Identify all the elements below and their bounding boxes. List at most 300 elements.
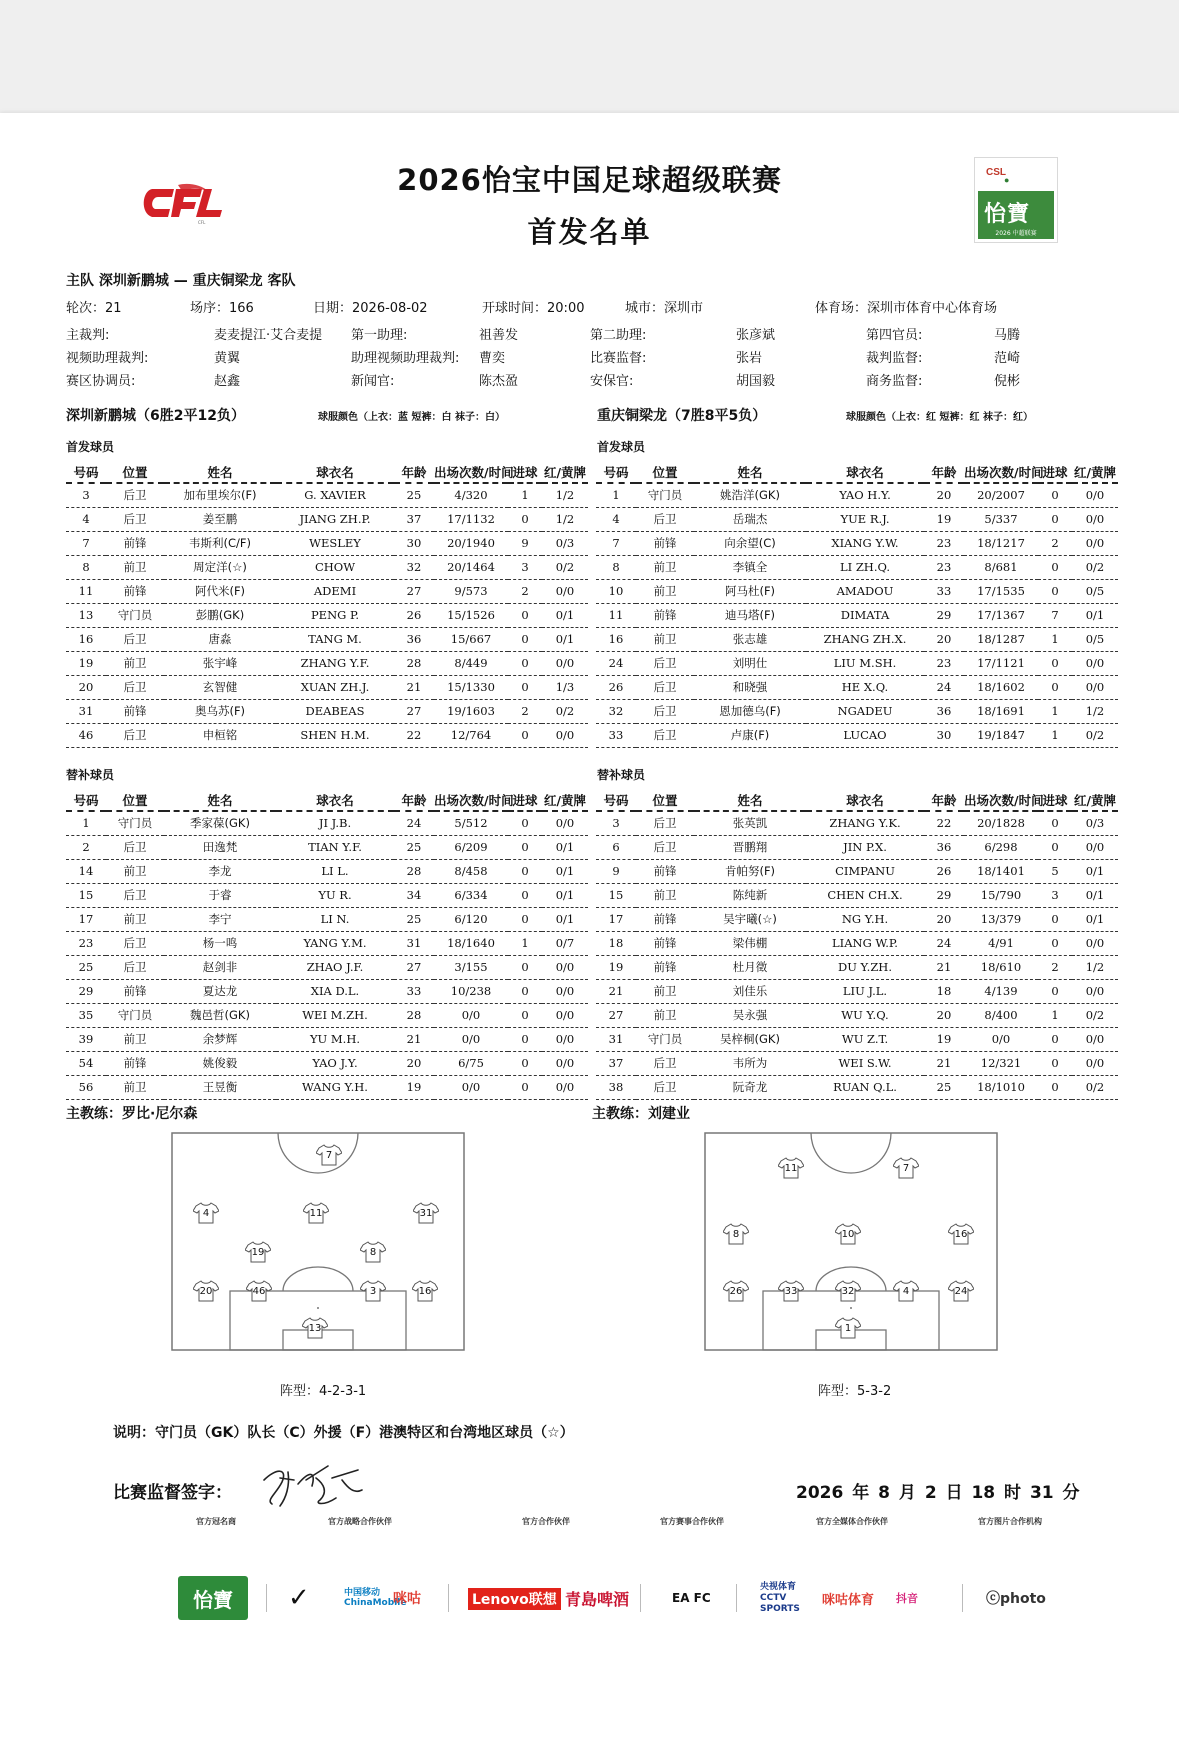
player-appearances: 4/320 [434,483,508,507]
player-name: 岳瑞杰 [694,507,806,531]
away-team-header: 重庆铜梁龙（7胜8平5负） [597,408,767,424]
player-goals: 5 [1038,859,1072,883]
player-number: 15 [66,883,106,907]
table-header-row [596,461,1118,483]
player-cards: 1/3 [542,675,588,699]
table-row [66,579,588,603]
col-header-age: 年龄 [394,461,434,483]
player-name: 彭鹏(GK) [164,603,276,627]
shirt-number: 13 [308,1323,322,1334]
player-name: 奥乌苏(F) [164,699,276,723]
player-goals: 0 [508,627,542,651]
partner-label-official: 官方合作伙伴 [522,1517,570,1526]
info-stadium: 体育场：深圳市体育中心体育场 [815,301,998,316]
player-age: 23 [924,651,964,675]
player-position: 前卫 [636,627,694,651]
player-name: 晋鹏翔 [694,835,806,859]
table-row [66,1027,588,1051]
away-pitch-shirt-icon [723,1223,749,1245]
player-appearances: 12/321 [964,1051,1038,1075]
table-header-row [66,789,588,811]
player-goals: 0 [508,1027,542,1051]
player-number: 16 [596,627,636,651]
player-age: 24 [924,675,964,699]
shirt-number: 1 [844,1323,852,1334]
player-age: 27 [394,955,434,979]
col-header-number: 号码 [596,789,636,811]
home-kit-colors: 球服颜色（上衣：蓝 短裤：白 袜子：白） [318,412,505,423]
player-position: 前锋 [106,531,164,555]
player-number: 8 [66,555,106,579]
player-number: 23 [66,931,106,955]
player-appearances: 18/1602 [964,675,1038,699]
player-number: 54 [66,1051,106,1075]
player-position: 前锋 [636,955,694,979]
player-goals: 1 [1038,1003,1072,1027]
player-age: 37 [394,507,434,531]
player-age: 28 [394,1003,434,1027]
player-appearances: 8/400 [964,1003,1038,1027]
player-goals: 0 [1038,811,1072,835]
partner-label-media: 官方全媒体合作伙伴 [816,1517,888,1526]
player-number: 31 [66,699,106,723]
csl-yibao-logo: CSL ● 怡寶 2026 中超联赛 [975,158,1057,242]
player-number: 46 [66,723,106,747]
player-number: 21 [596,979,636,1003]
away-pitch-shirt-icon [948,1223,974,1245]
away-formation: 阵型：5-3-2 [818,1384,892,1399]
shirt-number: 11 [784,1163,798,1174]
shirt-number: 33 [784,1286,798,1297]
player-name: 刘明仕 [694,651,806,675]
table-row [596,1027,1118,1051]
player-appearances: 12/764 [434,723,508,747]
player-name: 夏达龙 [164,979,276,1003]
player-shirt-name: WU Z.T. [806,1027,924,1051]
table-row [66,931,588,955]
player-position: 前卫 [106,859,164,883]
player-position: 前卫 [106,907,164,931]
player-position: 后卫 [106,931,164,955]
player-name: 王昱衡 [164,1075,276,1099]
player-appearances: 0/0 [434,1027,508,1051]
player-number: 1 [596,483,636,507]
player-goals: 3 [1038,883,1072,907]
player-cards: 0/0 [542,651,588,675]
player-position: 守门员 [106,1003,164,1027]
player-number: 31 [596,1027,636,1051]
info-match-no: 场序：166 [190,301,254,316]
player-appearances: 19/1847 [964,723,1038,747]
player-name: 玄智健 [164,675,276,699]
player-goals: 2 [1038,955,1072,979]
player-cards: 0/1 [1072,907,1118,931]
player-goals: 0 [1038,907,1072,931]
player-number: 39 [66,1027,106,1051]
table-row [66,723,588,747]
player-appearances: 6/75 [434,1051,508,1075]
player-shirt-name: YANG Y.M. [276,931,394,955]
player-number: 11 [66,579,106,603]
player-appearances: 17/1121 [964,651,1038,675]
player-age: 36 [394,627,434,651]
official-value-coordinator: 赵鑫 [214,374,241,389]
player-cards: 0/0 [542,955,588,979]
player-cards: 0/1 [542,603,588,627]
player-name: 韦斯利(C/F) [164,531,276,555]
table-row [66,907,588,931]
player-name: 吴永强 [694,1003,806,1027]
player-position: 前卫 [636,555,694,579]
player-cards: 1/2 [542,483,588,507]
player-goals: 0 [1038,651,1072,675]
player-number: 14 [66,859,106,883]
player-shirt-name: NGADEU [806,699,924,723]
player-name: 迪马塔(F) [694,603,806,627]
col-header-name: 姓名 [694,789,806,811]
player-appearances: 8/681 [964,555,1038,579]
player-number: 18 [596,931,636,955]
player-shirt-name: XUAN ZH.J. [276,675,394,699]
player-name: 魏邑哲(GK) [164,1003,276,1027]
table-row [66,507,588,531]
away-pitch-shirt-icon [835,1223,861,1245]
player-goals: 3 [508,555,542,579]
player-number: 35 [66,1003,106,1027]
player-name: 张志雄 [694,627,806,651]
player-shirt-name: RUAN Q.L. [806,1075,924,1099]
player-position: 守门员 [636,483,694,507]
player-appearances: 5/512 [434,811,508,835]
away-pitch-shirt-icon [778,1280,804,1302]
player-position: 守门员 [106,603,164,627]
table-row [596,651,1118,675]
player-cards: 0/7 [542,931,588,955]
player-number: 7 [66,531,106,555]
player-appearances: 6/334 [434,883,508,907]
player-shirt-name: TIAN Y.F. [276,835,394,859]
player-age: 25 [394,483,434,507]
player-cards: 0/1 [542,883,588,907]
player-appearances: 20/1940 [434,531,508,555]
table-row [66,811,588,835]
table-row [596,979,1118,1003]
shirt-number: 20 [199,1286,213,1297]
player-appearances: 13/379 [964,907,1038,931]
shirt-number: 16 [418,1286,432,1297]
table-row [596,1003,1118,1027]
table-row [66,859,588,883]
col-header-cards: 红/黄牌 [542,789,588,811]
player-number: 19 [66,651,106,675]
player-shirt-name: WEI M.ZH. [276,1003,394,1027]
table-row [596,555,1118,579]
player-goals: 9 [508,531,542,555]
player-name: 恩加德乌(F) [694,699,806,723]
away-pitch-shirt-icon [835,1280,861,1302]
player-age: 36 [924,699,964,723]
home-pitch-shirt-icon [193,1202,219,1224]
player-number: 38 [596,1075,636,1099]
player-number: 6 [596,835,636,859]
table-row [596,955,1118,979]
player-number: 37 [596,1051,636,1075]
player-goals: 0 [1038,979,1072,1003]
player-position: 前卫 [636,979,694,1003]
table-row [66,483,588,507]
official-value-commercial: 倪彬 [994,374,1021,389]
player-appearances: 18/610 [964,955,1038,979]
player-age: 21 [394,675,434,699]
player-position: 后卫 [106,883,164,907]
table-row [596,627,1118,651]
player-goals: 1 [1038,699,1072,723]
player-cards: 0/0 [1072,835,1118,859]
player-goals: 0 [508,675,542,699]
col-header-number: 号码 [66,789,106,811]
match-line: 主队 深圳新鹏城 — 重庆铜梁龙 客队 [66,273,296,289]
player-appearances: 17/1535 [964,579,1038,603]
player-appearances: 20/2007 [964,483,1038,507]
player-goals: 0 [508,651,542,675]
table-row [596,811,1118,835]
shirt-number: 19 [251,1247,265,1258]
sponsor-yibao-logo: 怡寶 [178,1576,248,1620]
player-appearances: 10/238 [434,979,508,1003]
player-cards: 1/2 [1072,955,1118,979]
player-goals: 0 [1038,835,1072,859]
shirt-number: 8 [369,1247,377,1258]
official-value-commissioner: 张岩 [736,351,763,366]
player-position: 后卫 [636,811,694,835]
table-row [596,507,1118,531]
player-age: 31 [394,931,434,955]
official-label-security: 安保官: [590,374,634,389]
player-shirt-name: LI L. [276,859,394,883]
sponsor-migu-logo: 咪咕 [393,1591,421,1607]
player-cards: 0/0 [1072,931,1118,955]
home-pitch-shirt-icon [413,1202,439,1224]
player-position: 后卫 [106,955,164,979]
player-cards: 0/0 [542,1027,588,1051]
player-position: 前锋 [636,603,694,627]
player-age: 22 [394,723,434,747]
table-row [66,651,588,675]
player-appearances: 5/337 [964,507,1038,531]
col-header-goals: 进球 [508,461,542,483]
player-position: 前锋 [106,1051,164,1075]
official-label-ar1: 第一助理: [351,328,408,343]
player-age: 33 [924,579,964,603]
player-name: 姚俊毅 [164,1051,276,1075]
player-name: 杨一鸣 [164,931,276,955]
player-goals: 7 [1038,603,1072,627]
player-appearances: 0/0 [434,1075,508,1099]
player-age: 36 [924,835,964,859]
info-kickoff: 开球时间：20:00 [482,301,585,316]
table-row [596,907,1118,931]
top-gray-band [0,0,1179,113]
player-position: 前锋 [106,579,164,603]
player-age: 25 [924,1075,964,1099]
player-shirt-name: YAO J.Y. [276,1051,394,1075]
player-position: 前锋 [636,931,694,955]
official-label-press: 新闻官: [351,374,395,389]
table-row [596,1051,1118,1075]
home-subs-table [66,789,588,1100]
player-position: 后卫 [106,507,164,531]
partner-label-strategic: 官方战略合作伙伴 [328,1517,392,1526]
player-position: 后卫 [636,507,694,531]
player-name: 陈纯新 [694,883,806,907]
col-header-appearances: 出场次数/时间 [964,461,1038,483]
away-subs-table [596,789,1118,1100]
partner-label-title: 官方冠名商 [196,1517,236,1526]
player-position: 前锋 [636,859,694,883]
player-age: 19 [924,507,964,531]
home-pitch-shirt-icon [303,1202,329,1224]
player-position: 后卫 [636,1075,694,1099]
player-number: 2 [66,835,106,859]
player-age: 26 [394,603,434,627]
player-number: 3 [596,811,636,835]
official-value-avar: 曹奕 [479,351,506,366]
away-pitch-shirt-icon [723,1280,749,1302]
player-appearances: 4/91 [964,931,1038,955]
player-goals: 0 [1038,931,1072,955]
player-shirt-name: WESLEY [276,531,394,555]
sponsor-chinamobile-logo: 中国移动 ChinaMobile [344,1588,407,1608]
player-number: 4 [66,507,106,531]
col-header-number: 号码 [66,461,106,483]
player-number: 32 [596,699,636,723]
table-row [66,835,588,859]
table-row [66,531,588,555]
player-goals: 0 [508,979,542,1003]
table-row [66,883,588,907]
player-age: 18 [924,979,964,1003]
player-cards: 0/0 [542,579,588,603]
player-position: 后卫 [636,835,694,859]
player-age: 33 [394,979,434,1003]
player-shirt-name: WEI S.W. [806,1051,924,1075]
player-position: 后卫 [106,675,164,699]
player-age: 29 [924,883,964,907]
home-pitch-shirt-icon [246,1280,272,1302]
player-appearances: 18/1010 [964,1075,1038,1099]
player-age: 20 [924,907,964,931]
shirt-number: 31 [419,1208,433,1219]
player-goals: 2 [1038,531,1072,555]
player-position: 后卫 [636,651,694,675]
player-name: 阮奇龙 [694,1075,806,1099]
table-row [596,723,1118,747]
sponsor-divider [266,1584,267,1612]
player-position: 前锋 [106,699,164,723]
away-kit-colors: 球服颜色（上衣：红 短裤：红 袜子：红） [846,412,1033,423]
player-cards: 0/0 [1072,979,1118,1003]
player-number: 13 [66,603,106,627]
table-row [596,931,1118,955]
sponsor-douyin-logo: 抖音 [896,1592,918,1605]
sponsor-nike-logo: ✓ [288,1583,310,1613]
official-label-referee: 主裁判: [66,328,110,343]
col-header-position: 位置 [636,461,694,483]
player-appearances: 20/1828 [964,811,1038,835]
official-value-ar1: 祖善发 [479,328,519,343]
table-row [66,979,588,1003]
player-appearances: 3/155 [434,955,508,979]
player-goals: 0 [508,883,542,907]
col-header-name: 姓名 [694,461,806,483]
player-goals: 0 [1038,1075,1072,1099]
player-appearances: 8/458 [434,859,508,883]
player-number: 3 [66,483,106,507]
player-cards: 0/2 [1072,555,1118,579]
player-shirt-name: DIMATA [806,603,924,627]
page-title: 2026怡宝中国足球超级联赛 [397,163,782,197]
player-appearances: 6/298 [964,835,1038,859]
shirt-number: 4 [902,1286,910,1297]
shirt-number: 24 [954,1286,968,1297]
player-name: 田逸梵 [164,835,276,859]
player-number: 17 [66,907,106,931]
player-appearances: 18/1217 [964,531,1038,555]
table-row [596,579,1118,603]
col-header-cards: 红/黄牌 [1072,789,1118,811]
player-goals: 0 [1038,579,1072,603]
player-shirt-name: DEABEAS [276,699,394,723]
player-name: 李镇全 [694,555,806,579]
player-position: 前卫 [106,1027,164,1051]
shirt-number: 32 [841,1286,855,1297]
player-number: 27 [596,1003,636,1027]
player-goals: 0 [508,507,542,531]
player-cards: 0/3 [542,531,588,555]
player-goals: 0 [508,859,542,883]
away-starters-table [596,461,1118,748]
shirt-number: 8 [732,1229,740,1240]
player-shirt-name: ZHAO J.F. [276,955,394,979]
signature-label: 比赛监督签字： [113,1483,232,1503]
player-cards: 0/2 [542,555,588,579]
away-pitch-shirt-icon [948,1280,974,1302]
table-header-row [596,789,1118,811]
home-formation: 阵型：4-2-3-1 [280,1384,367,1399]
home-pitch-shirt-icon [360,1241,386,1263]
player-name: 吴宇曦(☆) [694,907,806,931]
player-age: 20 [924,627,964,651]
player-name: 申桓铭 [164,723,276,747]
shirt-number: 16 [954,1229,968,1240]
sponsor-divider [640,1584,641,1612]
info-round: 轮次：21 [66,301,122,316]
official-label-commissioner: 比赛监督: [590,351,647,366]
player-goals: 0 [508,955,542,979]
player-number: 33 [596,723,636,747]
commissioner-signature [258,1460,368,1510]
player-age: 30 [394,531,434,555]
player-goals: 2 [508,579,542,603]
official-label-ref-assessor: 裁判监督: [866,351,923,366]
player-shirt-name: YU M.H. [276,1027,394,1051]
player-cards: 0/2 [542,699,588,723]
player-shirt-name: YUE R.J. [806,507,924,531]
player-name: 姜至鹏 [164,507,276,531]
official-label-avar: 助理视频助理裁判: [351,351,460,366]
player-goals: 0 [508,603,542,627]
shirt-number: 7 [325,1150,333,1161]
